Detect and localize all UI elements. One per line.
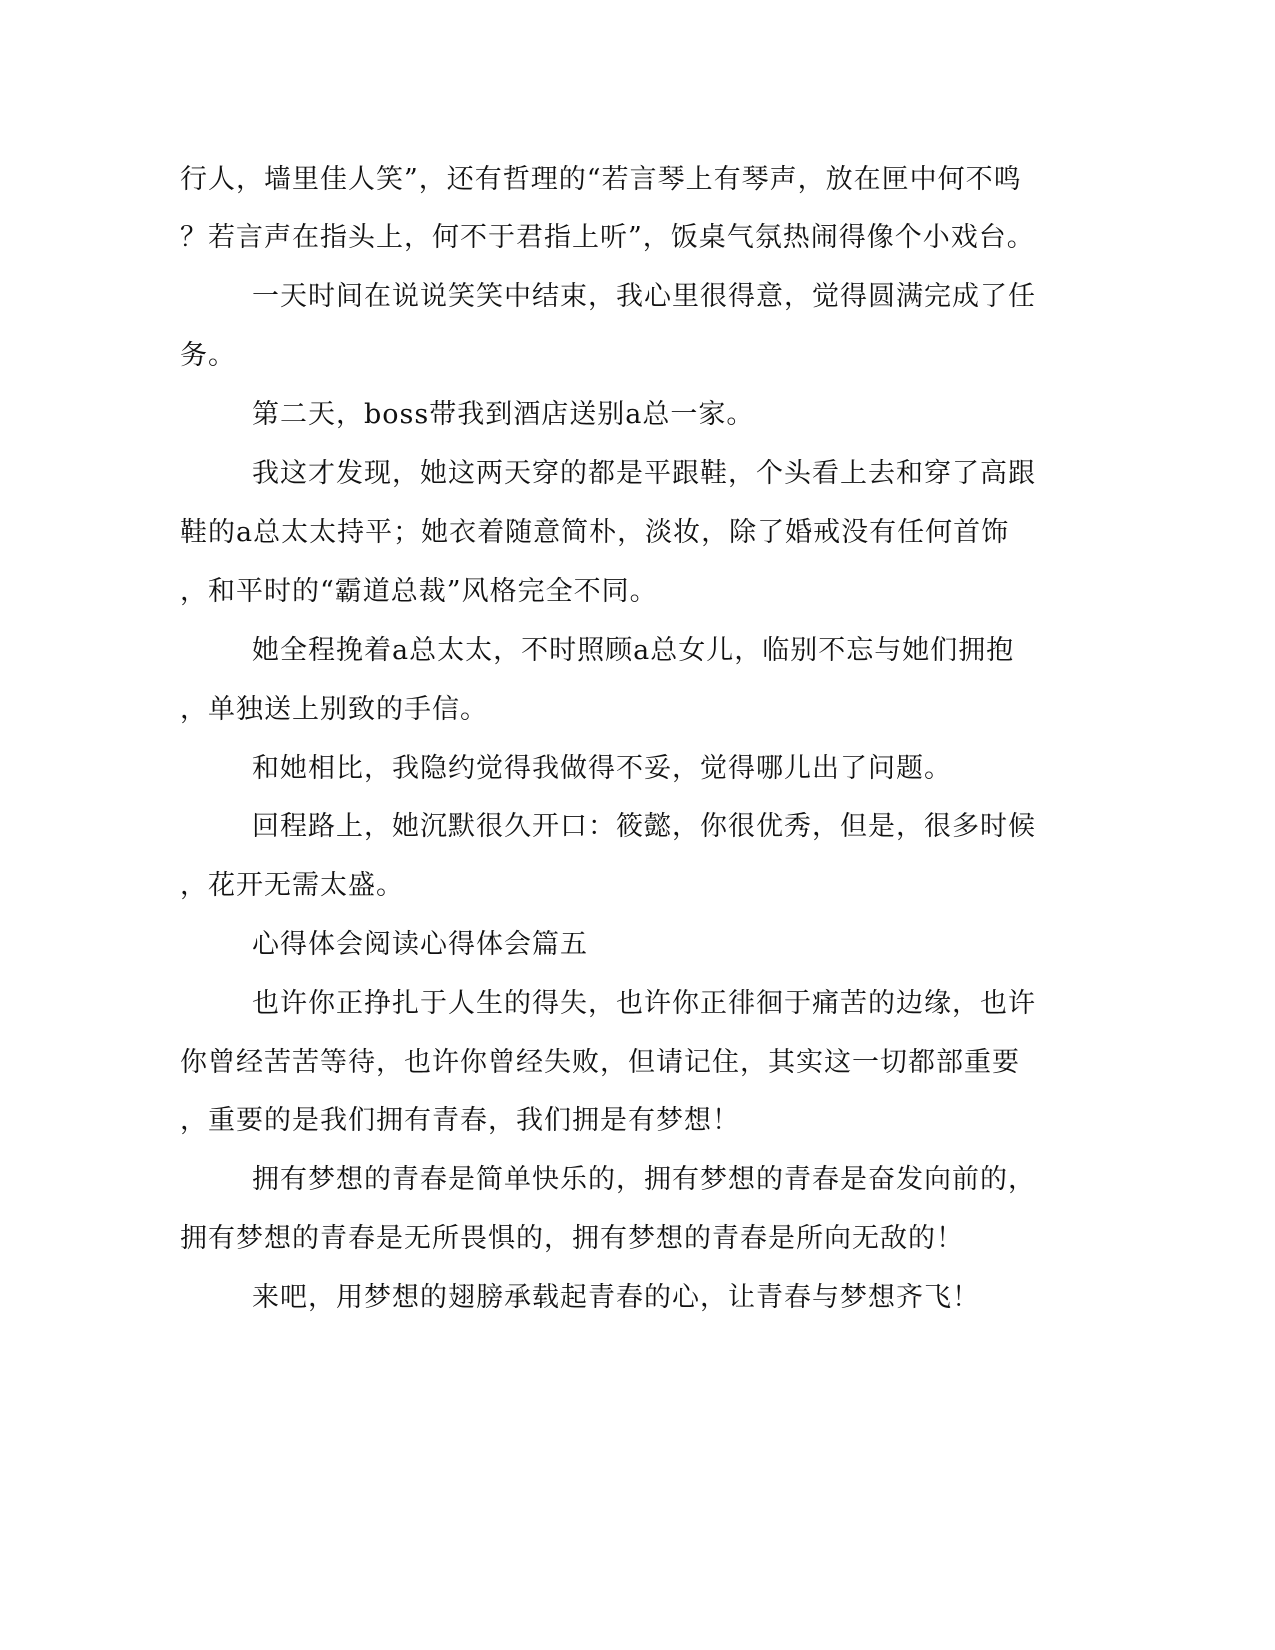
text-line: ，重要的是我们拥有青春，我们拥是有梦想！ <box>180 1105 740 1136</box>
text-line: 务。 <box>180 340 236 371</box>
text-line: 我这才发现，她这两天穿的都是平跟鞋，个头看上去和穿了高跟 <box>252 458 1036 489</box>
text-line: 一天时间在说说笑笑中结束，我心里很得意，觉得圆满完成了任 <box>252 281 1036 312</box>
text-line: 来吧，用梦想的翅膀承载起青春的心，让青春与梦想齐飞！ <box>252 1282 980 1313</box>
text-line: ，单独送上别致的手信。 <box>180 694 488 725</box>
text-line: 鞋的a总太太持平；她衣着随意简朴，淡妆，除了婚戒没有任何首饰 <box>180 517 1010 548</box>
text-line: ？若言声在指头上，何不于君指上听”，饭桌气氛热闹得像个小戏台。 <box>180 222 1035 253</box>
text-line: 她全程挽着a总太太，不时照顾a总女儿，临别不忘与她们拥抱 <box>252 635 1015 666</box>
text-line: 也许你正挣扎于人生的得失，也许你正徘徊于痛苦的边缘，也许 <box>252 988 1036 1019</box>
text-line: 你曾经苦苦等待，也许你曾经失败，但请记住，其实这一切都部重要 <box>180 1047 1020 1078</box>
text-line: ，和平时的“霸道总裁”风格完全不同。 <box>180 576 658 607</box>
section-heading: 心得体会阅读心得体会篇五 <box>252 929 588 960</box>
text-line: ，花开无需太盛。 <box>180 870 404 901</box>
text-line: 拥有梦想的青春是无所畏惧的，拥有梦想的青春是所向无敌的！ <box>180 1223 964 1254</box>
text-line: 和她相比，我隐约觉得我做得不妥，觉得哪儿出了问题。 <box>252 753 952 784</box>
text-line: 行人，墙里佳人笑”，还有哲理的“若言琴上有琴声，放在匣中何不鸣 <box>180 164 1022 195</box>
text-line: 拥有梦想的青春是简单快乐的，拥有梦想的青春是奋发向前的， <box>252 1164 1036 1195</box>
text-line: 回程路上，她沉默很久开口：筱懿，你很优秀，但是，很多时候 <box>252 811 1036 842</box>
text-line: 第二天，boss带我到酒店送别a总一家。 <box>252 399 755 430</box>
